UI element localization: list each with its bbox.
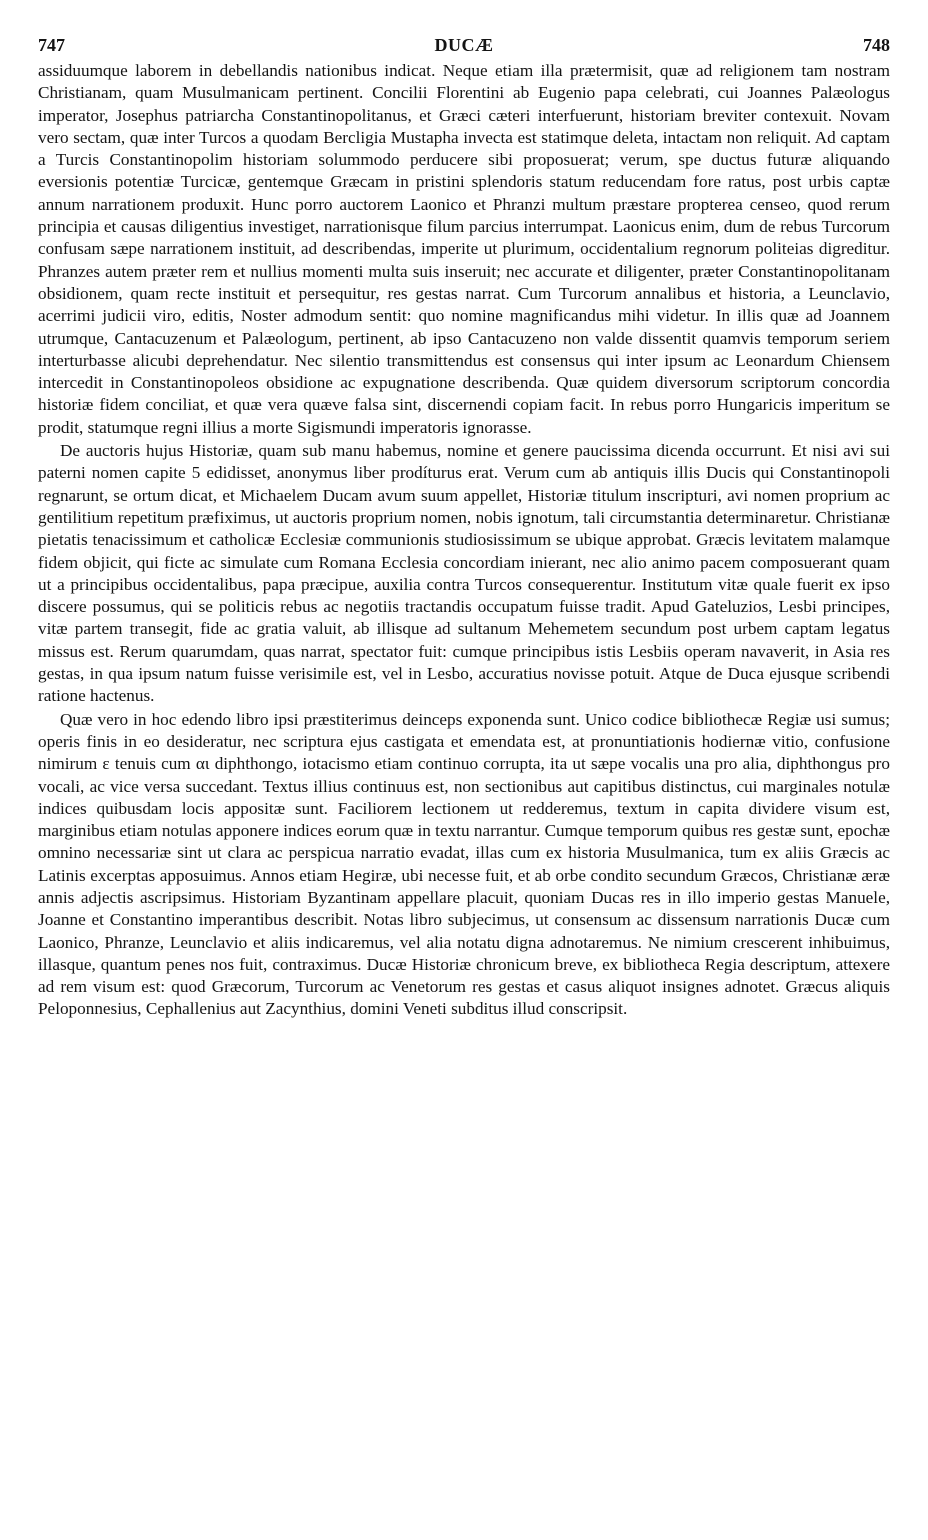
paragraph-2: De auctoris hujus Historiæ, quam sub manu habemus, nomine et genere paucissima dicenda occurrunt. Et nisi avi sui paterni nomen capite 5 edidisset, anonymus liber prodíturus erat. Verum cum ab antiquis illis Ducis qui Constantinopoli regnarunt, se ortum dicat, et Michaelem Ducam avum suum appellet, Historiæ titulum inscripturi, avi nomen proprium ac gentilitium repetitum præfiximus, ut auctoris proprium nomen, nobis ignotum, tali circumstantia determinaretur. Christianæ pietatis tenacissimum et catholicæ Ecclesiæ communionis studiosissimum se ubique approbat. Græcis levitatem malamque fidem objicit, qui ficte ac simulate cum Romana Ecclesia concordiam inierant, nec alio animo pacem composuerant quam ut a principibus occidentalibus, papa præcipue, auxilia contra Turcos consequerentur. Institutum vitæ quale fuerit ex ipso discere possumus, qui se politicis rebus ac negotiis tractandis occupatum fuisse tradit. Apud Gateluzios, Lesbi principes, vitæ partem transegit, fide ac gratia valuit, ab illisque ad sultanum Mehemetem secundum post urbem captam legatus missus est. Rerum quarumdam, quas narrat, spectator fuit: cumque principibus istis Lesbiis operam navaverit, in Asia res gestas, in qua ipsum natum fuisse verisimile est, vel in Lesbo, accuratius novisse potuit. Atque de Duca ejusque scribendi ratione hactenus. (38, 441, 890, 706)
running-title: DUCÆ (434, 35, 494, 55)
paragraph-1: assiduumque laborem in debellandis nationibus indicat. Neque etiam illa prætermisit, quæ ad religionem tam nostram Christianam, quam Musulmanicam pertinent. Concilii Florentini ab Eugenio papa celebrati, cui Joannes Palæologus imperator, Josephus patriarcha Constantinopolitanus, et Græci cæteri interfuerunt, historiam breviter contexuit. Novam vero sectam, quæ inter Turcos a quodam Bercligia Mustapha invecta est statimque deleta, intactam non reliquit. Ad captam a Turcis Constantinopolim historiam solummodo perducere sibi proposuerat; verum, spe ductus futuræ aliquando eversionis potentiæ Turcicæ, gentemque Græcam in pristini splendoris statum reducendam fore ratus, post urbis captæ annum narrationem produxit. Hunc porro auctorem Laonico et Phranzi multum præstare propterea censeo, quod rerum principia et causas diligentius investiget, narrationisque filum parcius interrumpat. Laonicus enim, dum de rebus Turcorum confusam sæpe narrationem instituit, ad describendas, imperite ut plurimum, occidentalium regnorum politeias digreditur. Phranzes autem præter rem et nullius momenti multa suis inseruit; nec accurate et diligenter, præter Constantinopolitanam obsidionem, quam recte instituit et persequitur, res gestas narrat. Cum Turcorum annalibus et historia, a Leunclavio, acerrimi judicii viro, editis, Noster admodum sentit: quo nomine magnificandus mihi videtur. In illis quæ ad Joannem utrumque, Cantacuzenum et Palæologum, pertinent, ab ipso Cantacuzeno non valde dissentit quamvis temporum seriem interturbasse alicubi deprehendatur. Nec silentio transmittendus est consensus qui inter ipsum ac Leonardum Chiensem intercedit in Constantinopoleos obsidione ac expugnatione describenda. Quæ quidem diversorum scriptorum concordia historiæ fidem conciliat, et quæ vera quæve falsa sint, discernendi copiam facit. In rebus porro Hungaricis imperitum se prodit, statumque regni illius a morte Sigismundi imperatoris ignorasse. (38, 61, 890, 437)
left-page-number: 747 (38, 35, 65, 55)
paragraph-3: Quæ vero in hoc edendo libro ipsi præstiterimus deinceps exponenda sunt. Unico codice bibliothecæ Regiæ usi sumus; operis finis in eo desideratur, nec scriptura ejus castigata et emendata est, at pronuntiationis hodiernæ vitio, confusione nimirum ε tenuis cum αι diphthongo, iotacismo etiam continuo corrupta, ita ut sæpe vocalis una pro alia, diphthongus pro vocali, ac vice versa succedant. Textus illius continuus est, non sectionibus aut capitibus distinctus, cui marginales notulæ indices quibusdam locis appositæ sunt. Faciliorem lectionem ut redderemus, textum in capita dividere visum est, marginibus etiam notulas apponere indices eorum quæ in textu narrantur. Cumque temporum quibus res gestæ sunt, epochæ omnino necessariæ sint ut clara ac perspicua narratio evadat, illas cum ex historia Musulmanica, tum ex aliis Græcis ac Latinis excerptas apposuimus. Annos etiam Hegiræ, ubi necesse fuit, et ab orbe condito secundum Græcos, Christianæ æræ annis adjectis ascripsimus. Historiam Byzantinam appellare placuit, quoniam Ducas res in illo imperio gestas Manuele, Joanne et Constantino imperantibus describit. Notas libro subjecimus, ut consensum ac dissensum narrationis Ducæ cum Laonico, Phranze, Leunclavio et aliis indicaremus, vel alia notatu digna adnotaremus. Ne nimium crescerent inhibuimus, illasque, quantum penes nos fuit, contraximus. Ducæ Historiæ chronicum breve, ex bibliotheca Regia descriptum, attexere ad rem visum est: quod Græcorum, Turcorum ac Venetorum res gestas et casus aliquot insignes adnotet. Græcus aliquis Peloponnesius, Cephallenius aut Zacynthius, domini Veneti subditus illud conscripsit. (38, 709, 890, 1019)
right-page-number: 748 (863, 35, 890, 55)
running-header (38, 30, 890, 60)
body-text (38, 60, 890, 1021)
